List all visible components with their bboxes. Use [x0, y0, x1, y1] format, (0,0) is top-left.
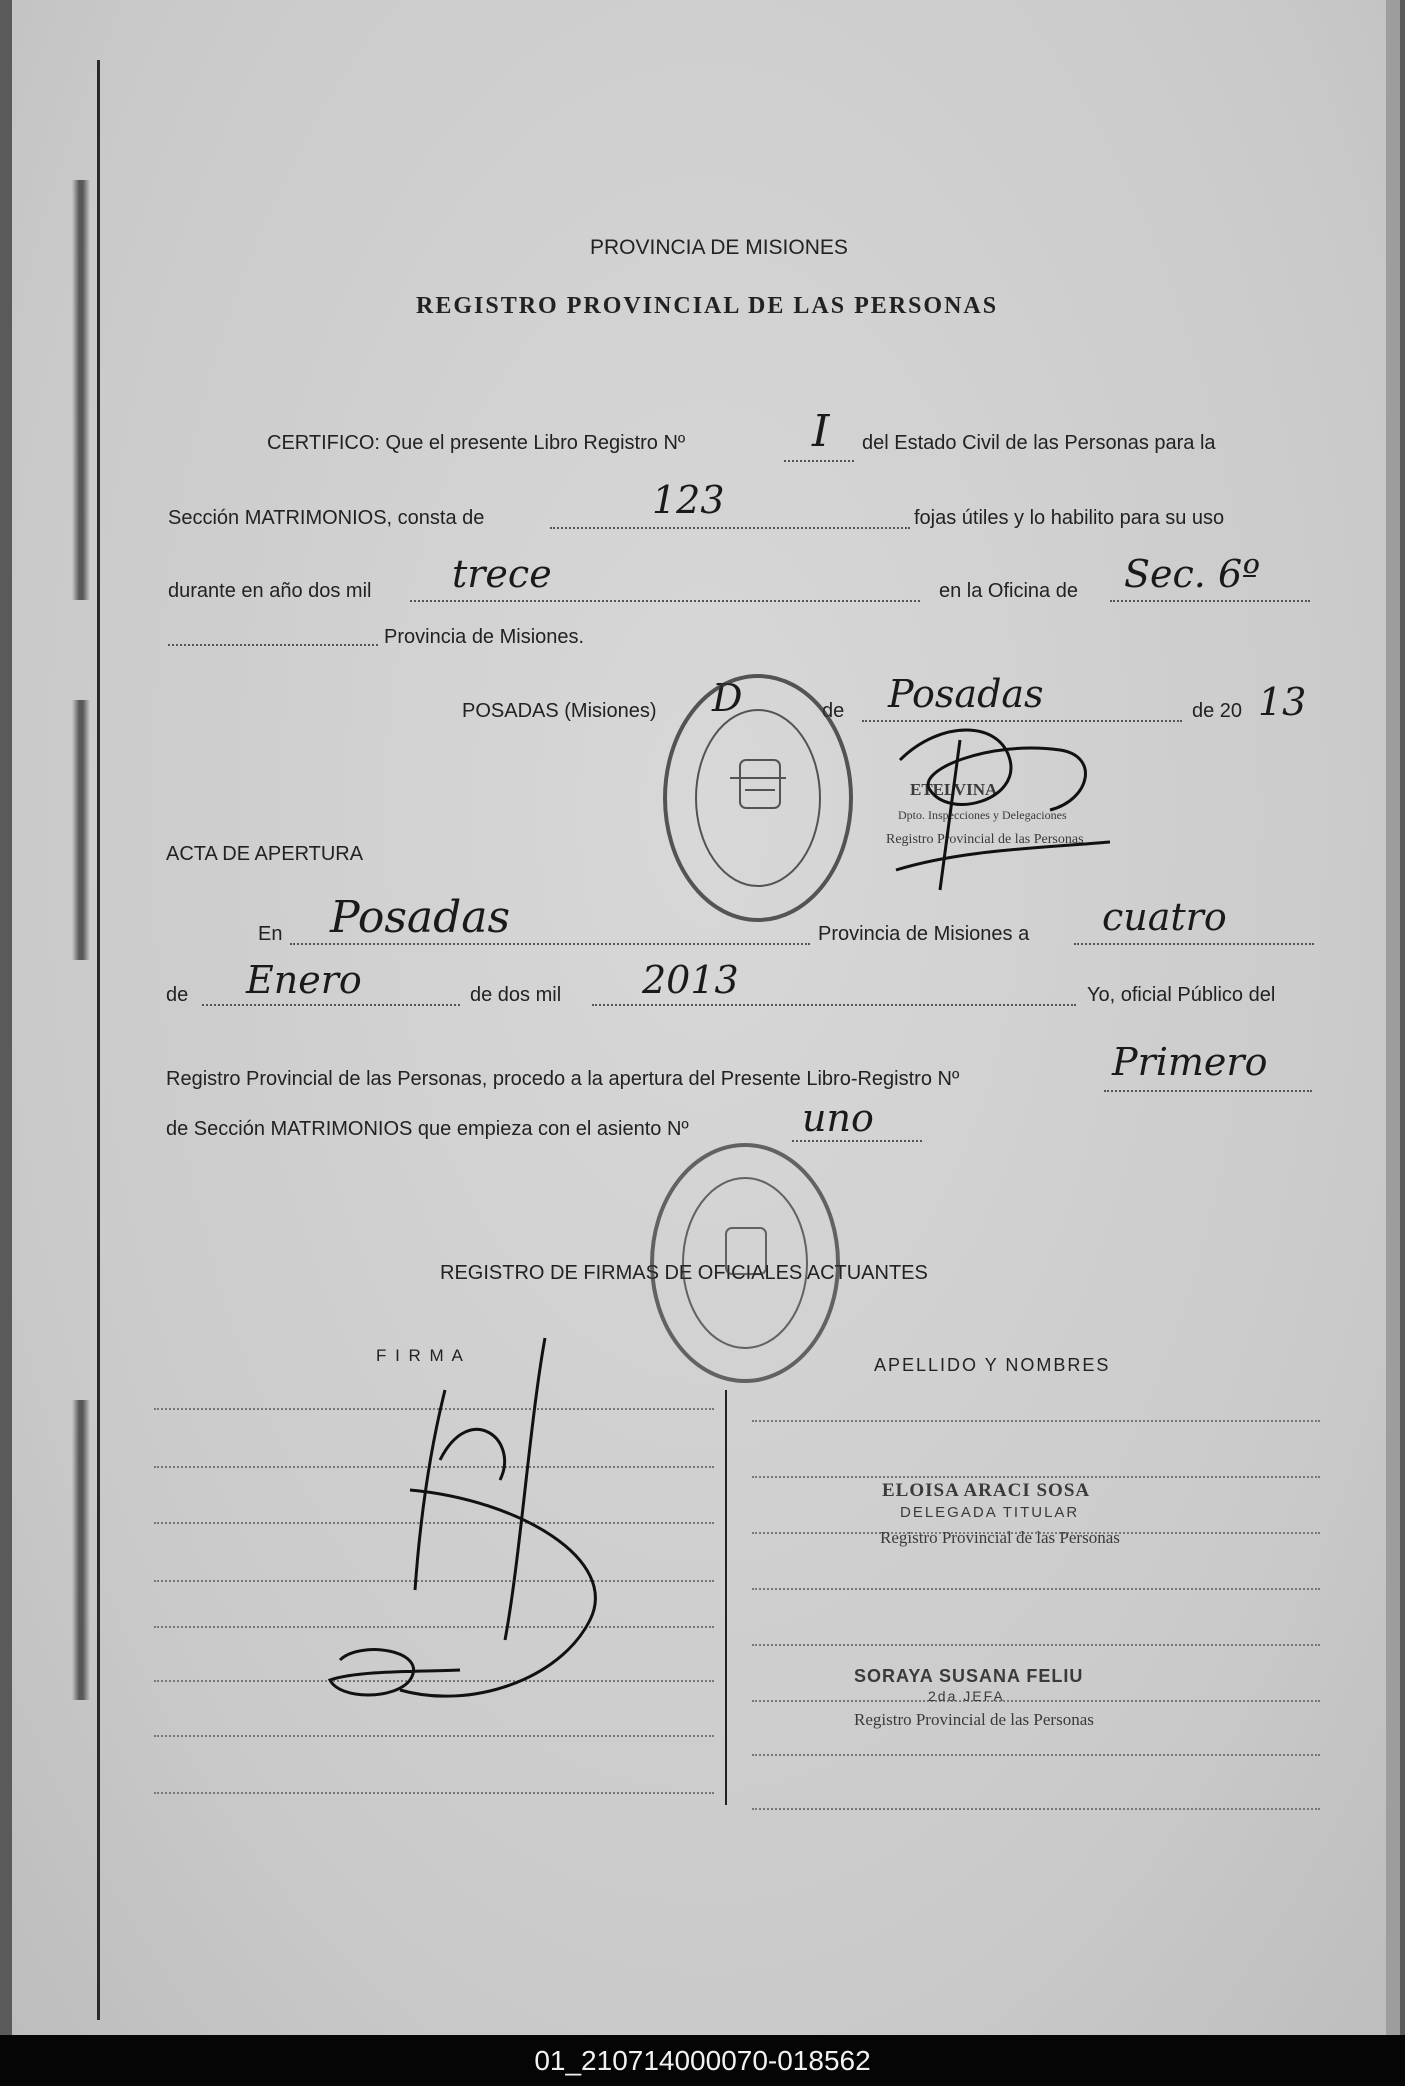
- year-suffix: 13: [1258, 680, 1307, 724]
- seal-lower: [652, 1145, 838, 1381]
- opening-entry: uno: [802, 1096, 874, 1140]
- signer1-role: DELEGADA TITULAR: [900, 1504, 1080, 1521]
- book-number: I: [812, 406, 830, 457]
- cert-line3-a: durante en año dos mil: [168, 580, 372, 602]
- opening-line4: de Sección MATRIMONIOS que empieza con el asiento Nº: [166, 1118, 689, 1140]
- opening-dos-mil: de dos mil: [470, 984, 562, 1006]
- office: Sec. 6º: [1124, 552, 1261, 596]
- seal-upper: [665, 676, 851, 920]
- stamp-official-line2: Dpto. Inspecciones y Delegaciones: [898, 808, 1067, 822]
- signer2-name: SORAYA SUSANA FELIU: [854, 1666, 1084, 1686]
- signer2-role: 2da JEFA: [928, 1688, 1005, 1704]
- day: D: [712, 676, 743, 720]
- signature-lower: [330, 1338, 595, 1696]
- signer1-name: ELOISA ARACI SOSA: [882, 1480, 1091, 1501]
- stamp-official-name: ETELVINA: [910, 780, 998, 799]
- cert-line1-b: del Estado Civil de las Personas para la: [862, 432, 1216, 454]
- place-date-c: de 20: [1192, 700, 1243, 722]
- opening-month-words: Enero: [246, 958, 362, 1002]
- signature-upper: [896, 730, 1110, 890]
- cert-line1-a: CERTIFICO: Que el presente Libro Registro Nº: [267, 432, 686, 454]
- footer-code: 01_210714000070-018562: [0, 2035, 1405, 2086]
- province-title: PROVINCIA DE MISIONES: [590, 236, 848, 259]
- cert-line4: Provincia de Misiones.: [384, 626, 585, 648]
- registry-title: REGISTRO PROVINCIAL DE LAS PERSONAS: [416, 293, 999, 319]
- opening-en: En: [258, 923, 283, 945]
- col-nombres: APELLIDO Y NOMBRES: [874, 1355, 1111, 1375]
- folios: 123: [652, 478, 725, 522]
- opening-heading: ACTA DE APERTURA: [166, 843, 364, 865]
- signatures-heading: REGISTRO DE FIRMAS DE OFICIALES ACTUANTES: [440, 1262, 928, 1284]
- year-words: trece: [452, 552, 552, 596]
- opening-line3: Registro Provincial de las Personas, procedo a la apertura del Presente Libro-Registro Nº: [166, 1068, 960, 1090]
- cert-line2-a: Sección MATRIMONIOS, consta de: [168, 507, 485, 529]
- cert-line2-b: fojas útiles y lo habilito para su uso: [914, 507, 1225, 529]
- opening-day-words: cuatro: [1102, 895, 1227, 939]
- signer2-org: Registro Provincial de las Personas: [854, 1710, 1094, 1729]
- opening-year: 2013: [642, 958, 739, 1002]
- opening-city: Posadas: [330, 892, 511, 943]
- place-date-a: POSADAS (Misiones): [462, 700, 657, 722]
- stamp-official-line3: Registro Provincial de las Personas: [886, 832, 1084, 847]
- opening-de: de: [166, 984, 189, 1006]
- col-firma: F I R M A: [376, 1346, 465, 1365]
- cert-line3-b: en la Oficina de: [939, 580, 1078, 602]
- opening-official-text: Yo, oficial Público del: [1087, 984, 1276, 1006]
- place-date-b: de: [822, 700, 845, 722]
- signer1-org: Registro Provincial de las Personas: [880, 1528, 1120, 1547]
- opening-book-words: Primero: [1112, 1040, 1268, 1084]
- opening-prov-text: Provincia de Misiones a: [818, 923, 1030, 945]
- month: Posadas: [888, 672, 1044, 716]
